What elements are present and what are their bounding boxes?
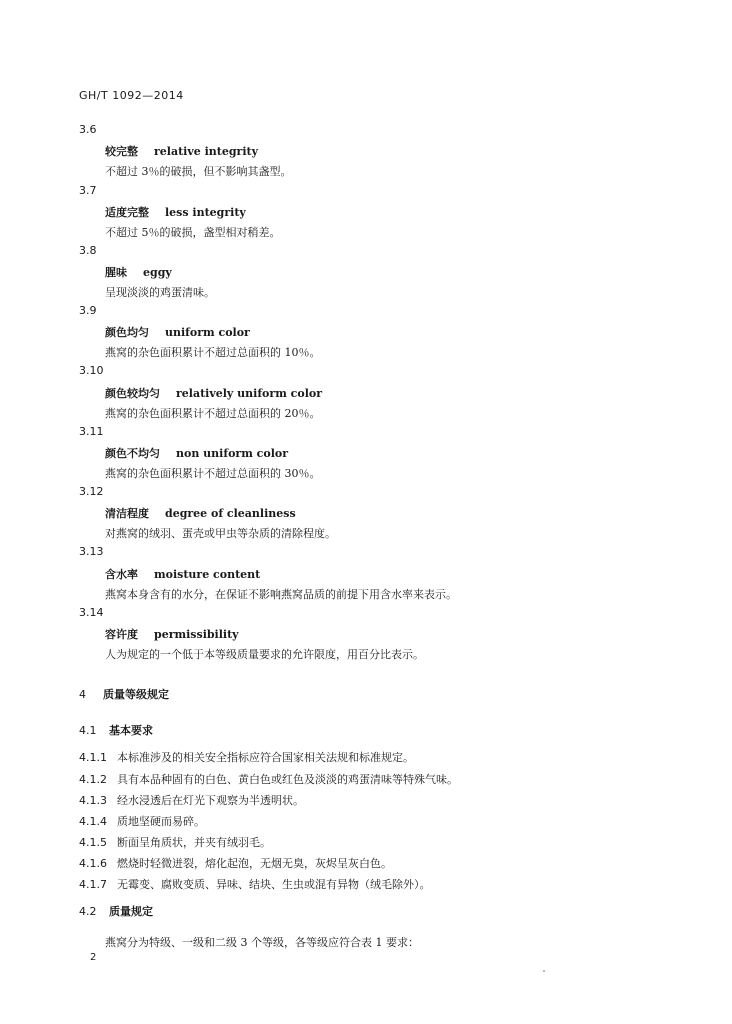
item-text: 无霉变、腐败变质、异味、结块、生虫或混有异物（绒毛除外）。 (117, 878, 431, 891)
item-number: 4.1.4 (79, 815, 107, 828)
term-chinese: 清洁程度 (105, 507, 149, 520)
item-text: 本标准涉及的相关安全指标应符合国家相关法规和标准规定。 (117, 751, 414, 764)
term-chinese: 较完整 (105, 145, 138, 158)
term-definition: 燕窝本身含有的水分，在保证不影响燕窝品质的前提下用含水率来表示。 (105, 588, 457, 601)
term-heading (105, 505, 296, 521)
body-paragraph: 燕窝分为特级、一级和二级 3 个等级，各等级应符合表 1 要求： (105, 936, 419, 949)
section-title: 质量等级规定 (103, 688, 169, 701)
subsection-title: 基本要求 (109, 724, 153, 737)
list-item (79, 749, 414, 765)
standard-code-header: GH/T 1092—2014 (79, 89, 184, 102)
term-chinese: 适度完整 (105, 206, 149, 219)
subsection-title: 质量规定 (109, 905, 153, 918)
subsection-heading (79, 722, 153, 738)
term-chinese: 腥味 (105, 266, 127, 279)
term-chinese: 容许度 (105, 628, 138, 641)
clause-number: 3.11 (79, 425, 104, 438)
term-chinese: 颜色不均匀 (105, 447, 160, 460)
item-number: 4.1.1 (79, 751, 107, 764)
term-heading (105, 445, 288, 461)
item-text: 质地坚硬而易碎。 (117, 815, 205, 828)
term-heading (105, 385, 322, 401)
list-item (79, 813, 205, 829)
term-english: less integrity (165, 206, 246, 219)
term-definition: 人为规定的一个低于本等级质量要求的允许限度，用百分比表示。 (105, 648, 424, 661)
term-heading (105, 566, 260, 582)
item-number: 4.1.6 (79, 857, 107, 870)
term-chinese: 颜色较均匀 (105, 387, 160, 400)
term-chinese: 颜色均匀 (105, 326, 149, 339)
list-item (79, 792, 304, 808)
term-heading (105, 143, 258, 159)
scan-speck (543, 970, 545, 972)
clause-number: 3.14 (79, 606, 104, 619)
item-number: 4.1.7 (79, 878, 107, 891)
list-item (79, 876, 431, 892)
item-text: 燃烧时轻微迸裂，熔化起泡，无烟无臭，灰烬呈灰白色。 (117, 857, 392, 870)
clause-number: 3.8 (79, 244, 97, 257)
term-heading (105, 626, 239, 642)
term-definition: 对燕窝的绒羽、蛋壳或甲虫等杂质的清除程度。 (105, 527, 336, 540)
term-english: eggy (143, 266, 172, 279)
list-item (79, 771, 458, 787)
term-english: uniform color (165, 326, 250, 339)
term-english: relative integrity (154, 145, 258, 158)
term-definition: 呈现淡淡的鸡蛋清味。 (105, 286, 215, 299)
section-number: 4 (79, 688, 86, 701)
list-item (79, 855, 392, 871)
section-heading (79, 686, 169, 702)
clause-number: 3.7 (79, 184, 97, 197)
subsection-heading (79, 903, 153, 919)
term-definition: 燕窝的杂色面积累计不超过总面积的 20％。 (105, 407, 321, 420)
item-text: 具有本品种固有的白色、黄白色或红色及淡淡的鸡蛋清味等特殊气味。 (117, 773, 458, 786)
term-heading (105, 204, 246, 220)
list-item (79, 834, 271, 850)
clause-number: 3.13 (79, 545, 104, 558)
item-text: 经水浸透后在灯光下观察为半透明状。 (117, 794, 304, 807)
clause-number: 3.9 (79, 304, 97, 317)
item-number: 4.1.5 (79, 836, 107, 849)
term-definition: 不超过 3％的破损，但不影响其盏型。 (105, 165, 292, 178)
term-chinese: 含水率 (105, 568, 138, 581)
term-heading (105, 264, 172, 280)
clause-number: 3.12 (79, 485, 104, 498)
subsection-number: 4.1 (79, 724, 97, 737)
item-number: 4.1.2 (79, 773, 107, 786)
term-heading (105, 324, 250, 340)
term-english: non uniform color (176, 447, 289, 460)
clause-number: 3.10 (79, 364, 104, 377)
subsection-number: 4.2 (79, 905, 97, 918)
term-english: degree of cleanliness (165, 507, 296, 520)
item-text: 断面呈角质状，并夹有绒羽毛。 (117, 836, 271, 849)
term-english: permissibility (154, 628, 239, 641)
term-definition: 不超过 5％的破损，盏型相对稍差。 (105, 226, 281, 239)
item-number: 4.1.3 (79, 794, 107, 807)
clause-number: 3.6 (79, 123, 97, 136)
term-definition: 燕窝的杂色面积累计不超过总面积的 30％。 (105, 467, 321, 480)
page-number: 2 (90, 952, 97, 963)
term-definition: 燕窝的杂色面积累计不超过总面积的 10％。 (105, 346, 321, 359)
term-english: relatively uniform color (176, 387, 323, 400)
term-english: moisture content (154, 568, 261, 581)
